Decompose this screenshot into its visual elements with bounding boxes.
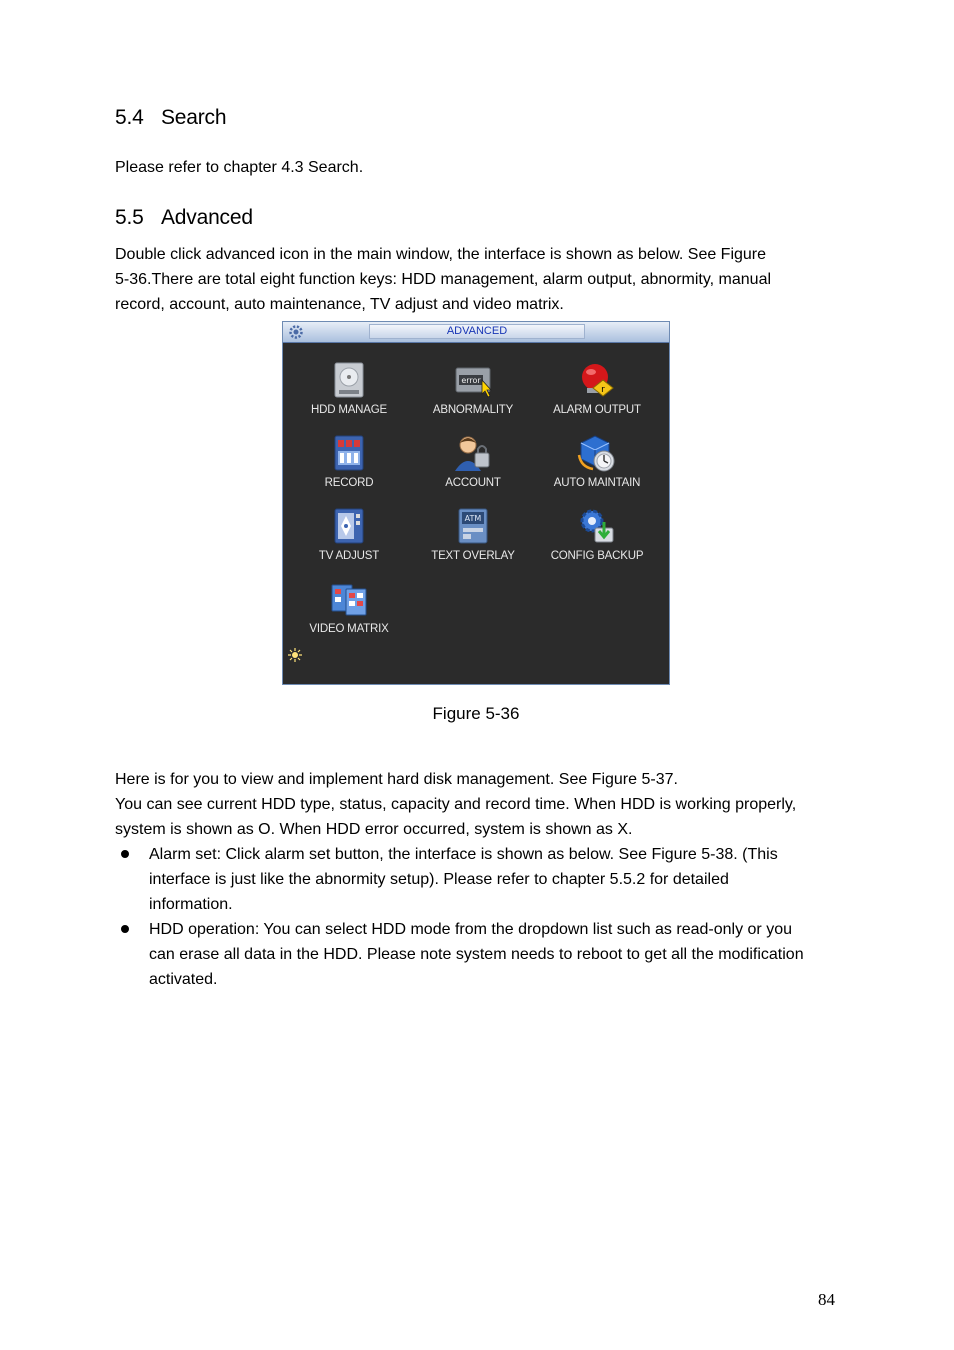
- text-line: system is shown as O. When HDD error occurred, system is shown as X.: [115, 821, 633, 838]
- menu-item-label: TV ADJUST: [318, 550, 380, 562]
- text-line: Here is for you to view and implement hard disk management. See Figure 5-37.: [115, 771, 678, 788]
- menu-item-video-matrix[interactable]: [287, 579, 411, 635]
- figure-caption: Figure 5-36: [432, 704, 520, 723]
- menu-item-account[interactable]: [411, 433, 535, 489]
- section-heading-advanced: [115, 206, 253, 230]
- text-line: You can see current HDD type, status, capacity and record time. When HDD is working properly,: [115, 796, 797, 813]
- text-line: Double click advanced icon in the main window, the interface is shown as below. See Figure: [115, 246, 767, 263]
- menu-item-auto-maintain[interactable]: [535, 433, 659, 489]
- text-line: HDD operation: You can select HDD mode from the dropdown list such as read-only or you: [149, 921, 792, 938]
- menu-item-record[interactable]: [287, 433, 411, 489]
- text-line: information.: [149, 896, 233, 913]
- menu-item-label: RECORD: [324, 477, 374, 489]
- atm-icon: [453, 506, 493, 546]
- svg-text:error: error: [461, 376, 481, 385]
- menu-item-alarm-output[interactable]: [535, 360, 659, 416]
- text-line: interface is just like the abnormity setup). Please refer to chapter 5.5.2 for detailed: [149, 871, 729, 888]
- body-paragraph: [115, 767, 796, 842]
- menu-item-tv-adjust[interactable]: [287, 506, 411, 562]
- section-number: 5.4: [115, 106, 144, 129]
- menu-item-abnormality[interactable]: [411, 360, 535, 416]
- text-line: record, account, auto maintenance, TV adjust and video matrix.: [115, 296, 564, 313]
- matrix-icon: [329, 579, 369, 619]
- menu-item-label: ALARM OUTPUT: [553, 404, 641, 416]
- menu-item-label: CONFIG BACKUP: [550, 550, 644, 562]
- hdd-icon: [329, 360, 369, 400]
- page-number: 84: [818, 1290, 835, 1309]
- search-body: Please refer to chapter 4.3 Search.: [115, 159, 364, 176]
- bullet-dot: [121, 850, 129, 858]
- svg-text:r: r: [601, 385, 605, 395]
- menu-item-label: ABNORMALITY: [432, 404, 514, 416]
- menu-item-config-backup[interactable]: [535, 506, 659, 562]
- menu-item-label: ACCOUNT: [445, 477, 501, 489]
- menu-item-label: AUTO MAINTAIN: [553, 477, 641, 489]
- bullet-dot: [121, 925, 129, 933]
- text-line: Alarm set: Click alarm set button, the interface is shown as below. See Figure 5-38. (This: [149, 846, 778, 863]
- tv-icon: [329, 506, 369, 546]
- backup-icon: [577, 506, 617, 546]
- record-icon: [329, 433, 369, 473]
- advanced-window: [282, 321, 670, 685]
- window-title: ADVANCED: [369, 324, 585, 339]
- maintain-icon: [577, 433, 617, 473]
- menu-item-text-overlay[interactable]: [411, 506, 535, 562]
- sun-icon: [288, 648, 302, 662]
- menu-item-label: TEXT OVERLAY: [431, 550, 515, 562]
- text-line: 5-36.There are total eight function keys: HDD management, alarm output, abnormity, manual: [115, 271, 772, 288]
- bullet-item-hdd-operation: [149, 917, 804, 992]
- advanced-intro: [115, 242, 771, 317]
- bullet-item-alarm-set: [149, 842, 778, 917]
- section-title: Advanced: [161, 206, 253, 229]
- menu-item-label: VIDEO MATRIX: [309, 623, 389, 635]
- alarm-icon: [577, 360, 617, 400]
- menu-item-label: HDD MANAGE: [311, 404, 387, 416]
- gear-icon: [288, 324, 304, 340]
- text-line: can erase all data in the HDD. Please note system needs to reboot to get all the modification: [149, 946, 804, 963]
- text-line: activated.: [149, 971, 218, 988]
- section-number: 5.5: [115, 206, 144, 229]
- menu-item-hdd-manage[interactable]: [287, 360, 411, 416]
- window-titlebar: [283, 322, 669, 343]
- account-icon: [453, 433, 493, 473]
- error-icon: [453, 360, 493, 400]
- svg-text:ATM: ATM: [464, 514, 482, 523]
- section-heading-search: [115, 106, 226, 130]
- section-title: Search: [161, 106, 227, 129]
